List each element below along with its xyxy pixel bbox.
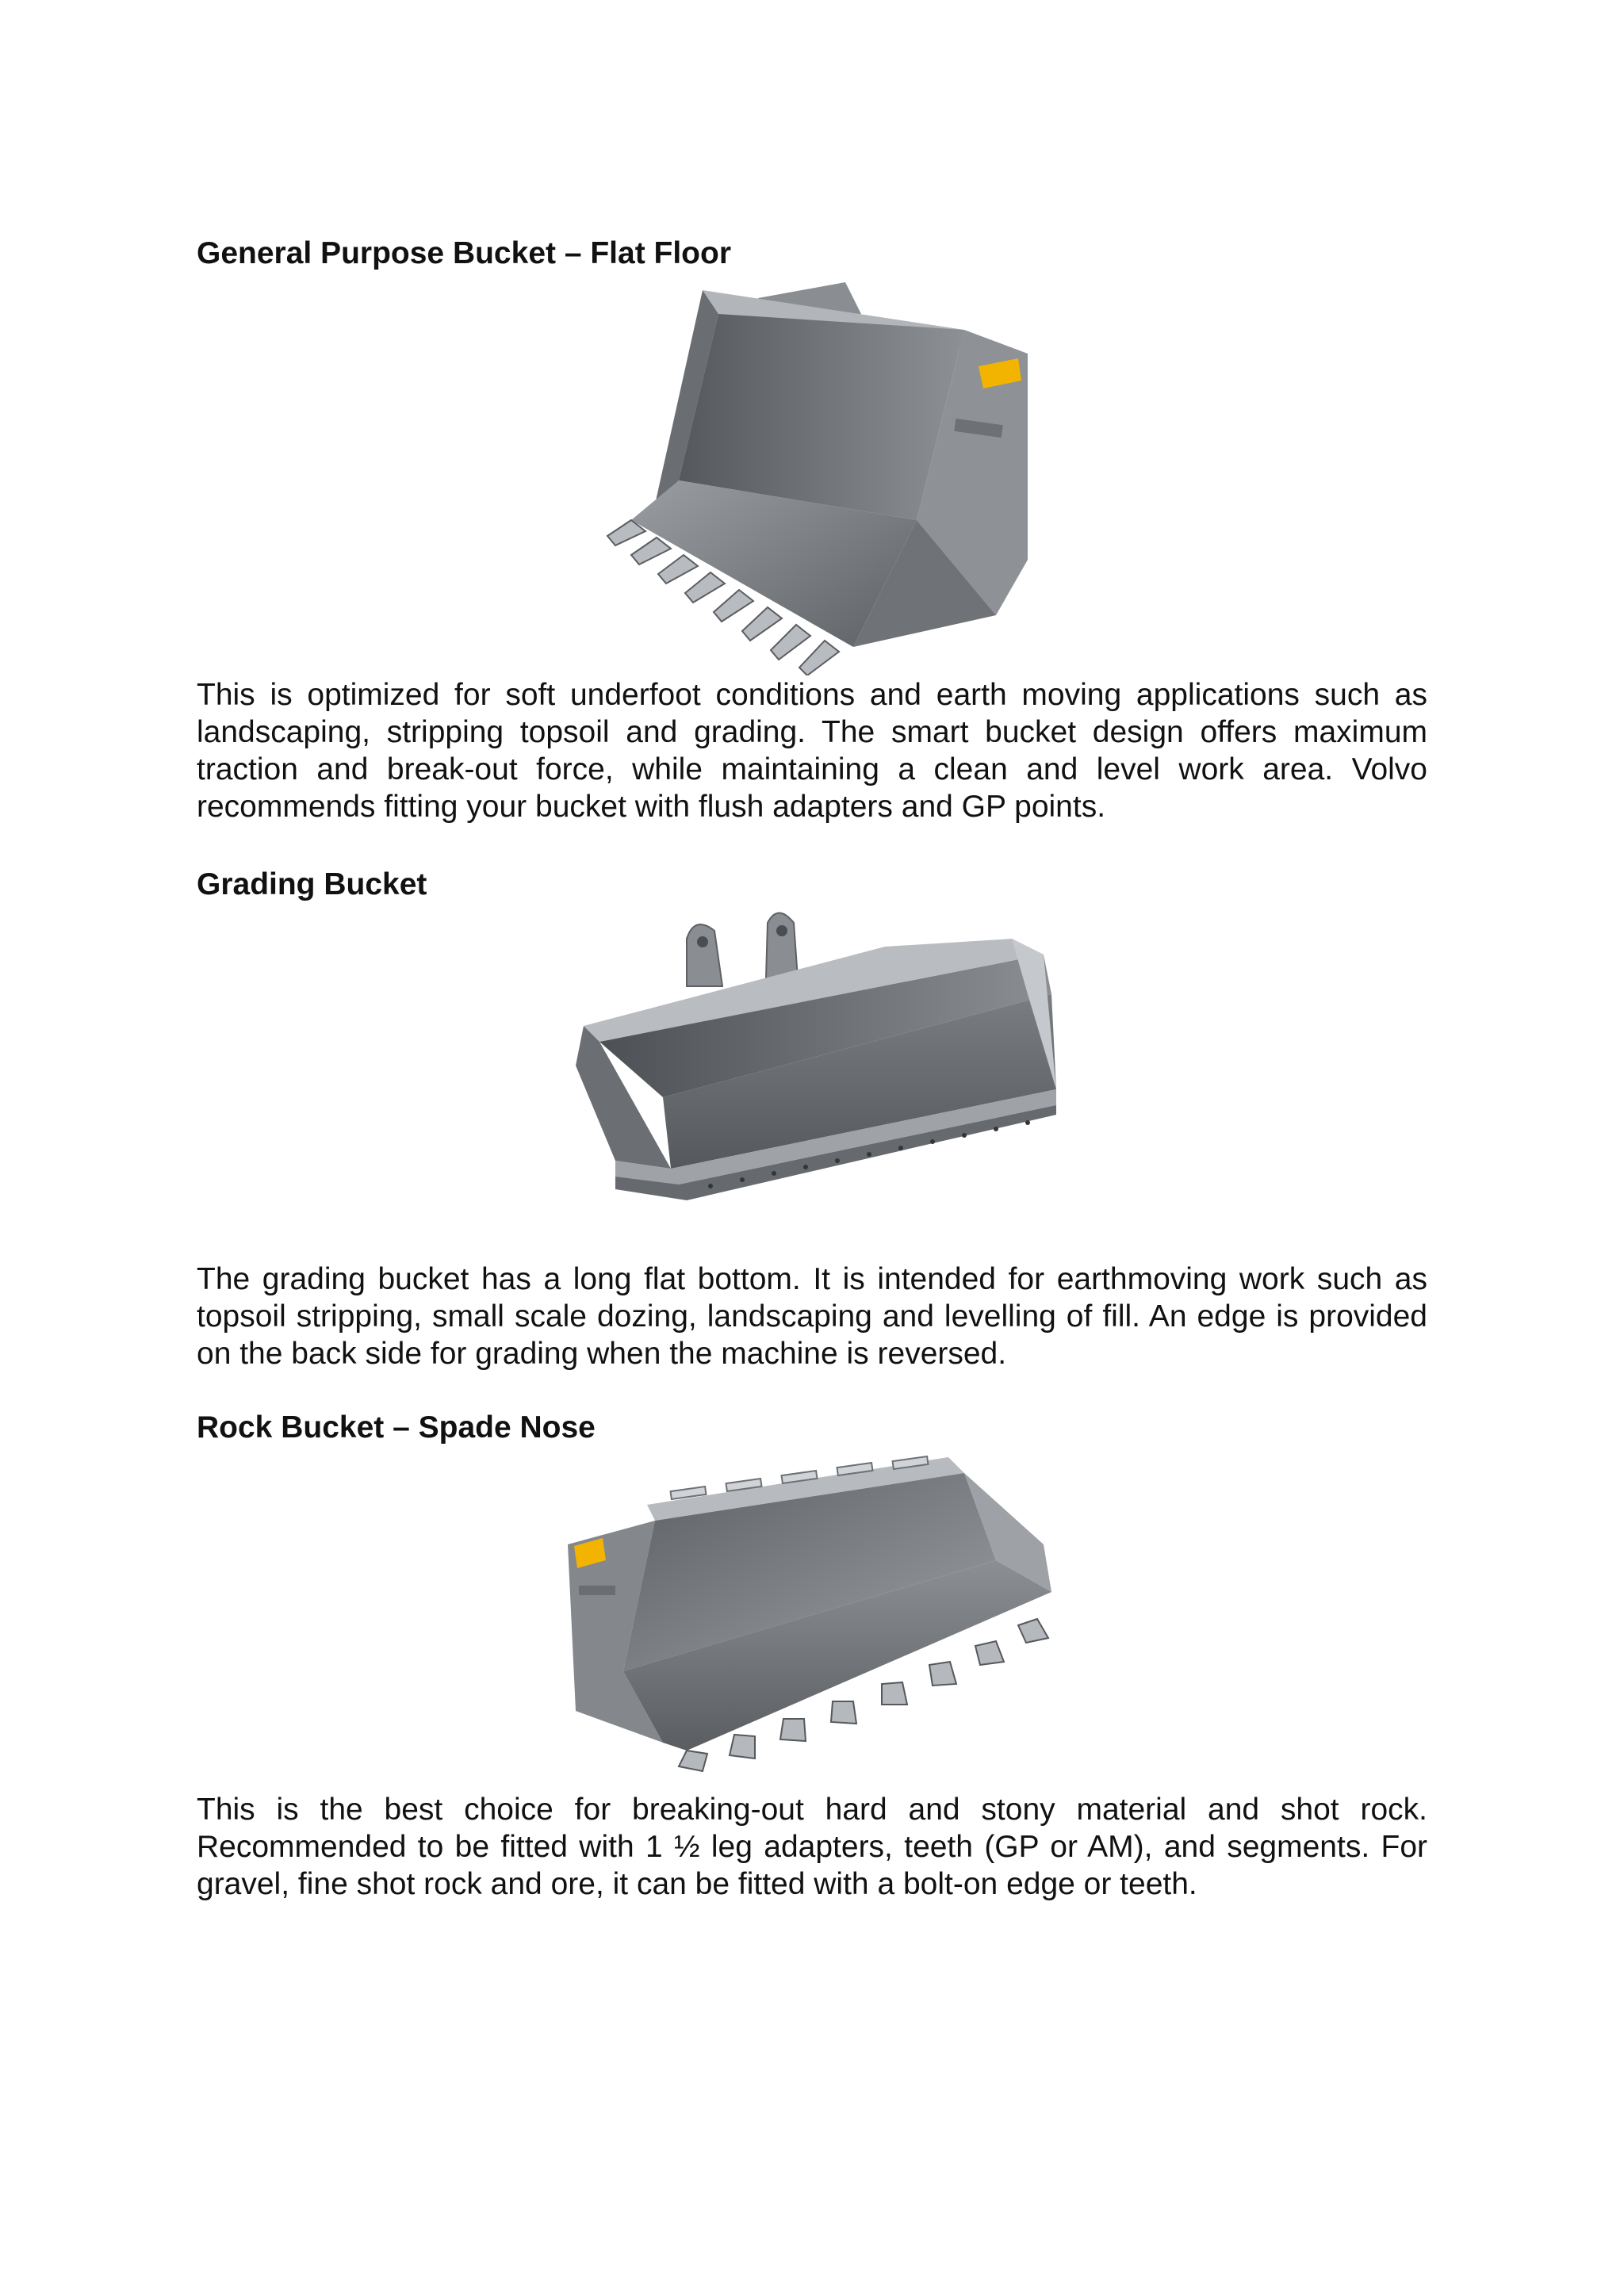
general-purpose-bucket-illustration bbox=[584, 282, 1034, 675]
rock-bucket-illustration bbox=[568, 1449, 1059, 1774]
section-paragraph-grading: The grading bucket has a long flat bottom. It is intended for earthmoving work such as topsoil stripping, small scale dozing, landscaping and levelling of fill. An edge is provided on the back side for grading when the machine is reversed. bbox=[197, 1262, 1427, 1371]
section-heading-grading: Grading Bucket bbox=[197, 867, 427, 901]
section-paragraph-general-purpose: This is optimized for soft underfoot conditions and earth moving applications such as landscaping, stripping topsoil and grading. The smart bucket design offers maximum traction and break-out force, while maintaining a clean and level work area. Volvo recommends fitting your bucket with flush adapters and GP points. bbox=[197, 678, 1427, 824]
grading-bucket-illustration bbox=[568, 907, 1056, 1246]
rock-bucket-image bbox=[568, 1449, 1059, 1774]
grading-bucket-image bbox=[568, 907, 1056, 1246]
general-purpose-bucket-image bbox=[584, 282, 1034, 675]
section-paragraph-rock-bucket: This is the best choice for breaking-out hard and stony material and shot rock. Recommended to be fitted with 1 ½ leg adapters, teeth (GP or AM), and segments. For gravel, fine shot rock and ore, it can be fitted with a bolt-on edge or teeth. bbox=[197, 1793, 1427, 1901]
section-heading-general-purpose: General Purpose Bucket – Flat Floor bbox=[197, 236, 732, 270]
section-heading-rock-bucket: Rock Bucket – Spade Nose bbox=[197, 1410, 596, 1445]
